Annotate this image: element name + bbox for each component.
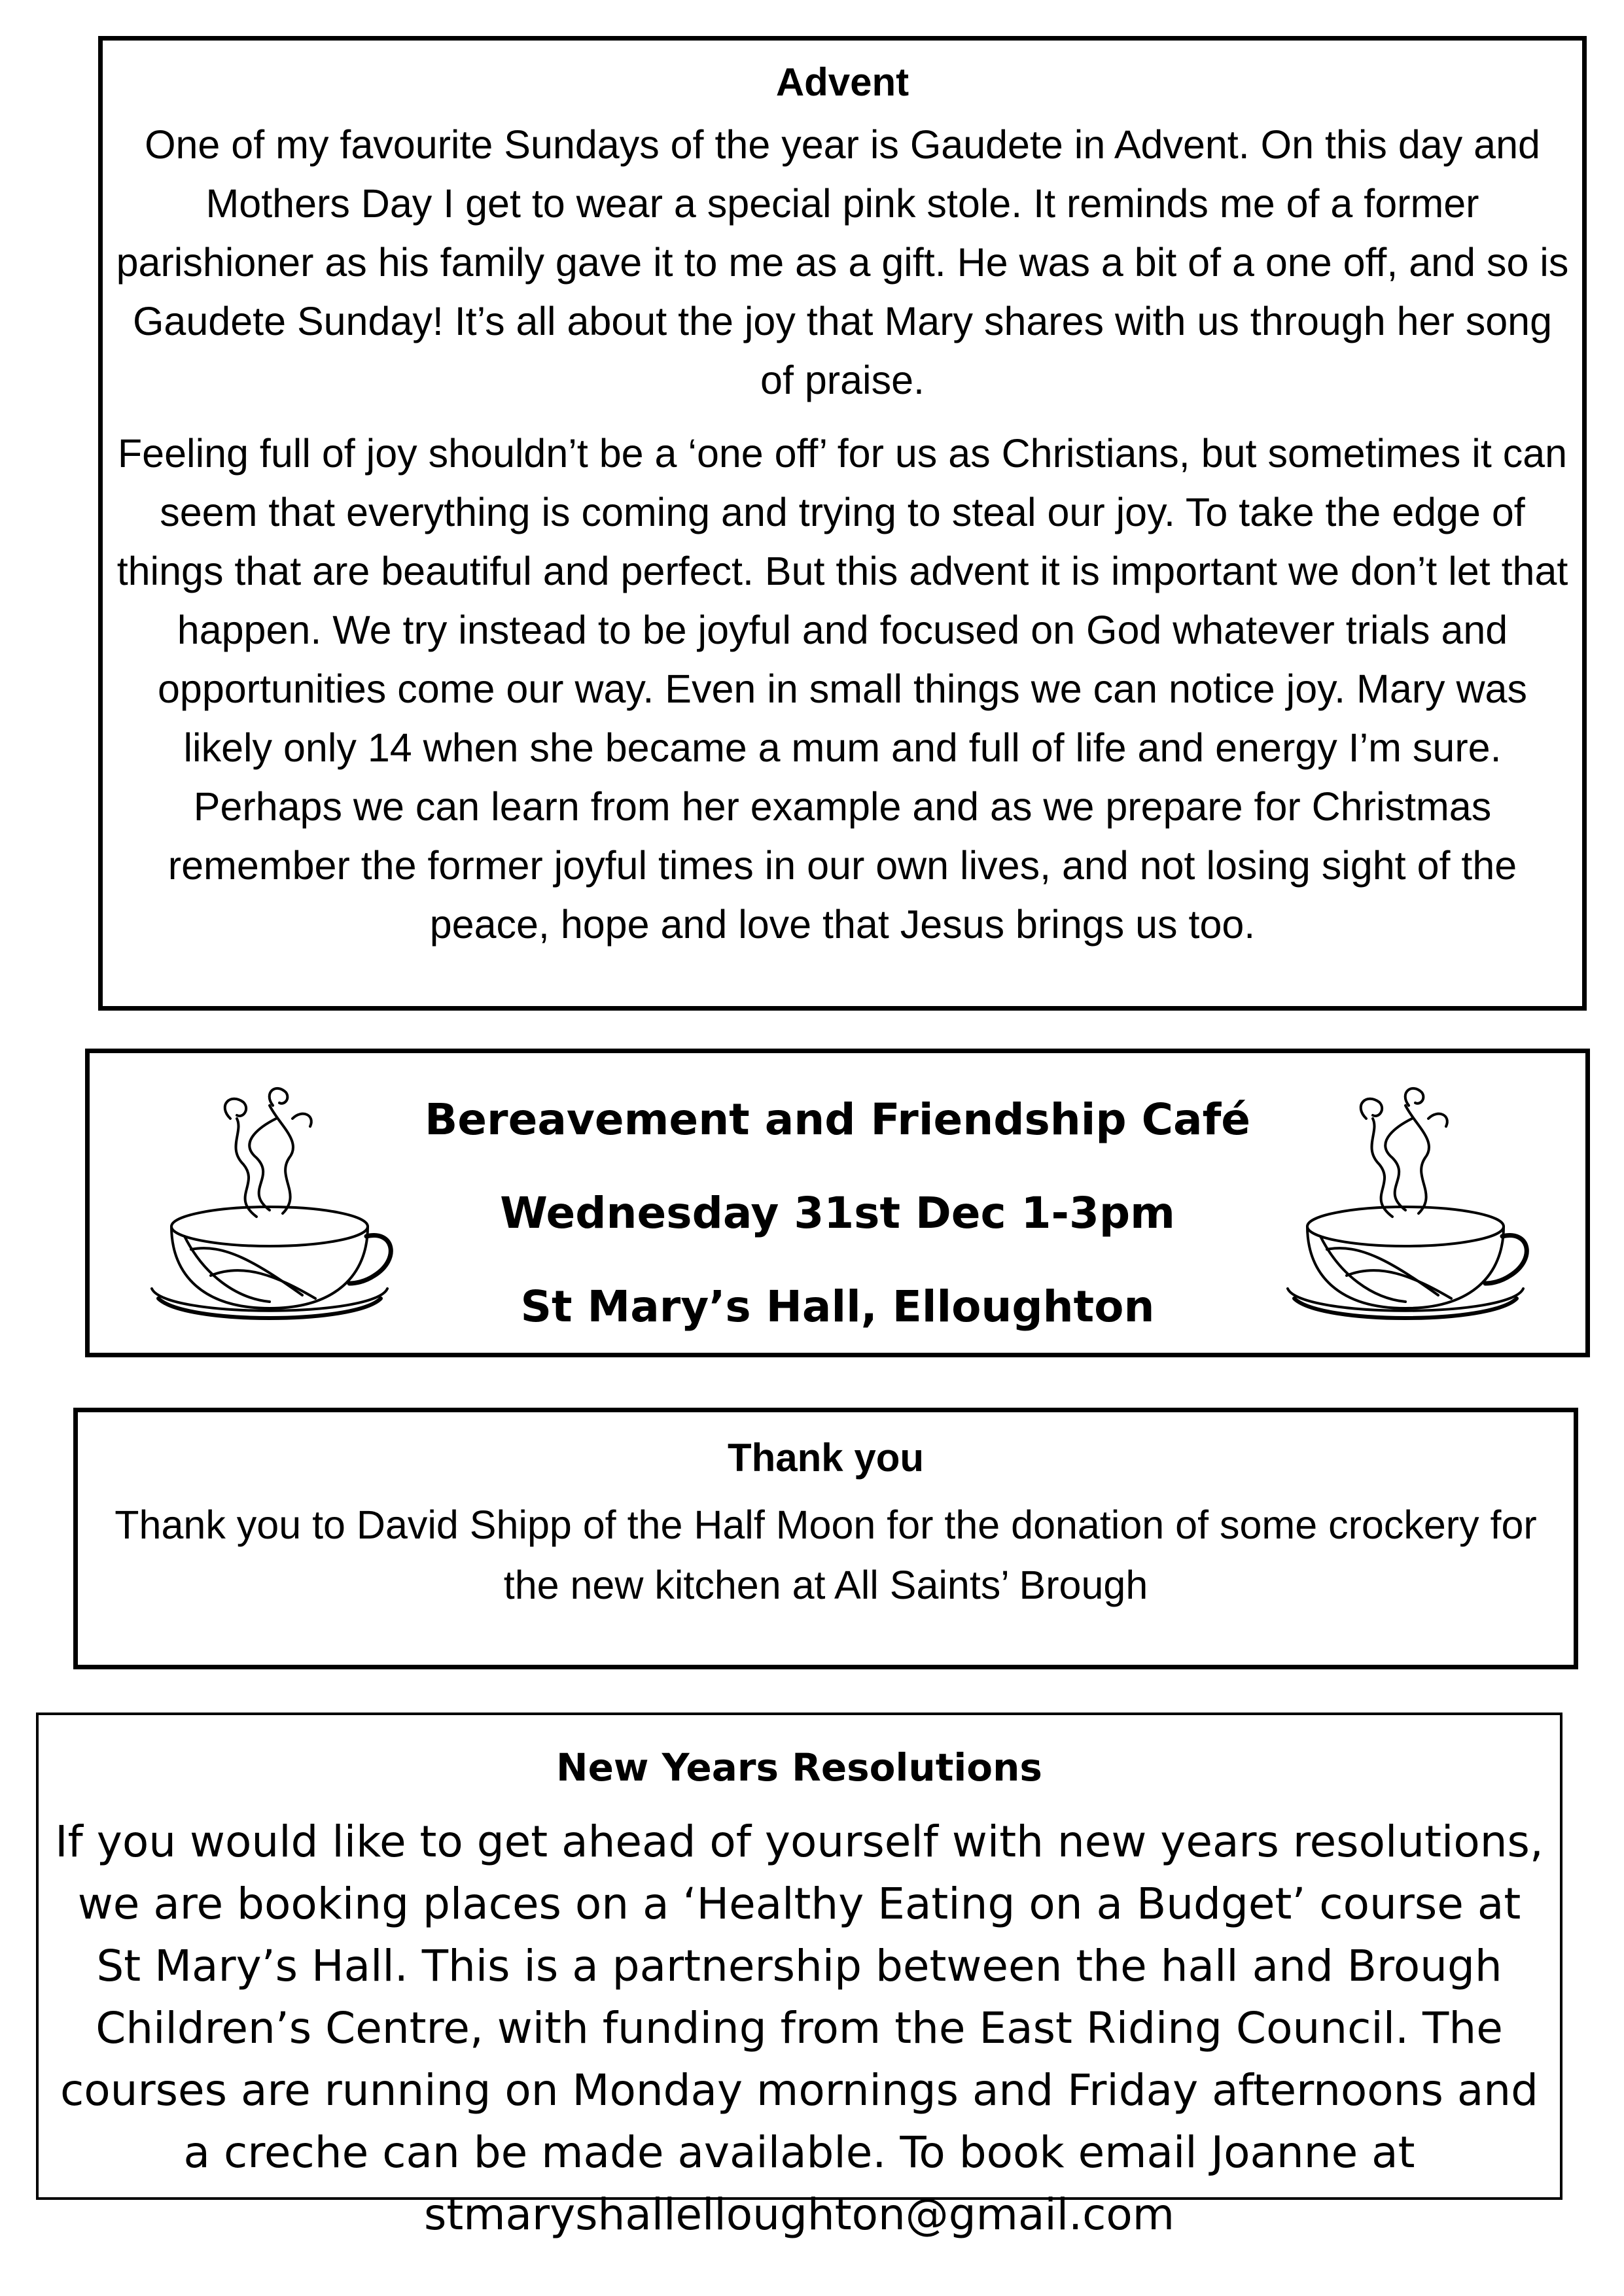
resolutions-title: New Years Resolutions [556,1745,1042,1790]
cafe-venue: St Mary’s Hall, Elloughton [520,1281,1155,1332]
advent-section [98,36,1587,1011]
cafe-details [371,1073,1304,1353]
advent-title: Advent [775,60,909,104]
coffee-cup-icon [1281,1079,1530,1328]
coffee-cup-icon [145,1079,394,1328]
advent-paragraph-1: One of my favourite Sundays of the year is Gaudete in Advent. On this day and Mothers Day I get to wear a special pink stole. It reminds me of a former parishioner as his family gave it to me as a gift. He was a bit of a one off, and so is Gaudete Sunday! It’s all about the joy that Mary shares with us through her song of praise. [116,122,1569,402]
thank-you-section [73,1408,1578,1669]
resolutions-body: If you would like to get ahead of yourself with new years resolutions, we are booking places on a ‘Healthy Eating on a Budget’ course at St Mary’s Hall. This is a partnership between the hall and Brough Children’s Centre, with funding from the East Riding Council. The courses are running on Monday mornings and Friday afternoons and a creche can be made available. To book email Joanne at stmaryshallelloughton@gmail.com [55,1817,1544,2240]
cafe-date: Wednesday 31st Dec 1-3pm [500,1188,1175,1238]
cafe-title: Bereavement and Friendship Café [424,1094,1251,1145]
advent-paragraph-2: Feeling full of joy shouldn’t be a ‘one off’ for us as Christians, but sometimes it can seem that everything is coming and trying to steal our joy. To take the edge of things that are beautiful and perfect. But this advent it is important we don’t let that happen. We try instead to be joyful and focused on God whatever trials and opportunities come our way. Even in small things we can notice joy. Mary was likely only 14 when she became a mum and full of life and energy I’m sure. Perhaps we can learn from her example and as we prepare for Christmas remember the former joyful times in our own lives, and not losing sight of the peace, hope and love that Jesus brings us too. [116,431,1568,947]
new-years-resolutions-section [36,1713,1562,2240]
thank-you-body: Thank you to David Shipp of the Half Moon for the donation of some crockery for the new kitchen at All Saints’ Brough [115,1503,1537,1607]
cafe-section [85,1049,1590,1357]
thank-you-title: Thank you [727,1436,925,1480]
